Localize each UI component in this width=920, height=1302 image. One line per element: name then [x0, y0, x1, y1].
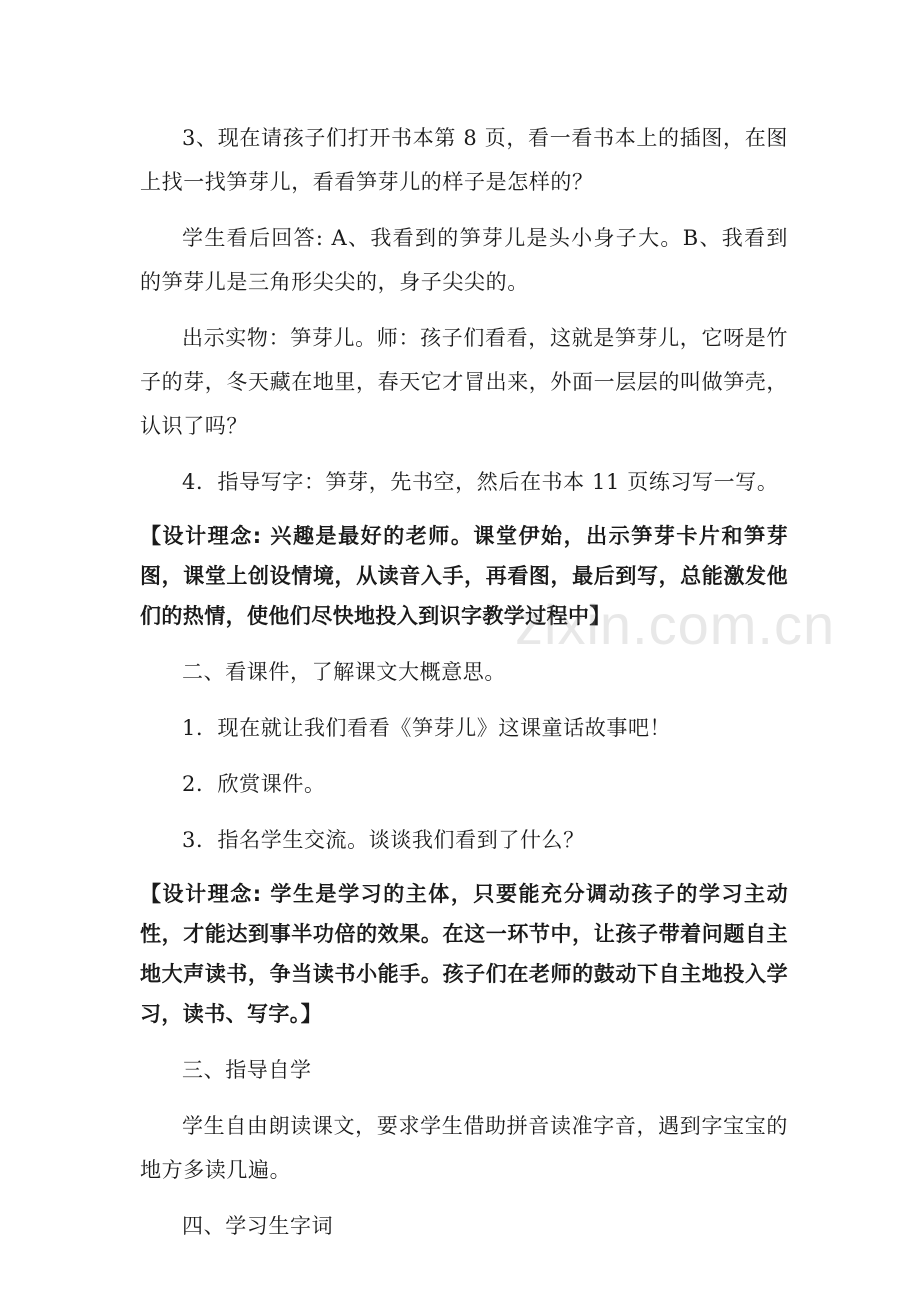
- watermark-text: zixin.com.cn: [515, 593, 836, 656]
- paragraph-item-1: 1．现在就让我们看看《笋芽儿》这课童话故事吧！: [182, 716, 672, 740]
- design-concept-note-1: 【设计理念: 兴趣是最好的老师。课堂伊始，出示笋芽卡片和笋芽图，课堂上创设情境，从读音入手，再看图，最后到写，总能激发他们的热情，使他们尽快地投入到识字教学过程中】: [140, 524, 788, 628]
- paragraph-student-answer: 学生看后回答: A、我看到的笋芽儿是头小身子大。B、我看到的笋芽儿是三角形尖尖的，身子尖尖的。: [140, 226, 788, 294]
- section-heading-4: 四、学习生字词: [182, 1214, 334, 1238]
- paragraph-item-3: 3．指名学生交流。谈谈我们看到了什么？: [182, 828, 585, 852]
- paragraph-show-object: 出示实物：笋芽儿。师：孩子们看看，这就是笋芽儿，它呀是竹子的芽，冬天藏在地里，春天它才冒出来，外面一层层的叫做笋壳，认识了吗？: [140, 326, 788, 438]
- paragraph-self-study: 学生自由朗读课文，要求学生借助拼音读准字音，遇到字宝宝的地方多读几遍。: [140, 1114, 788, 1182]
- section-heading-3: 三、指导自学: [182, 1058, 312, 1082]
- paragraph-step3-illustration: 3、现在请孩子们打开书本第 8 页，看一看书本上的插图，在图上找一找笋芽儿，看看笋芽儿的样子是怎样的？: [140, 126, 788, 194]
- paragraph-step4-writing: 4．指导写字：笋芽，先书空，然后在书本 11 页练习写一写。: [182, 470, 779, 494]
- section-heading-2: 二、看课件，了解课文大概意思。: [182, 660, 506, 684]
- design-concept-note-2: 【设计理念: 学生是学习的主体，只要能充分调动孩子的学习主动性，才能达到事半功倍的效果。在这一环节中，让孩子带着问题自主地大声读书，争当读书小能手。孩子们在老师的鼓动下自主地投入学习，读书、写字。】: [140, 882, 788, 1026]
- document-body: [140, 116, 788, 1260]
- paragraph-item-2: 2．欣赏课件。: [182, 772, 326, 796]
